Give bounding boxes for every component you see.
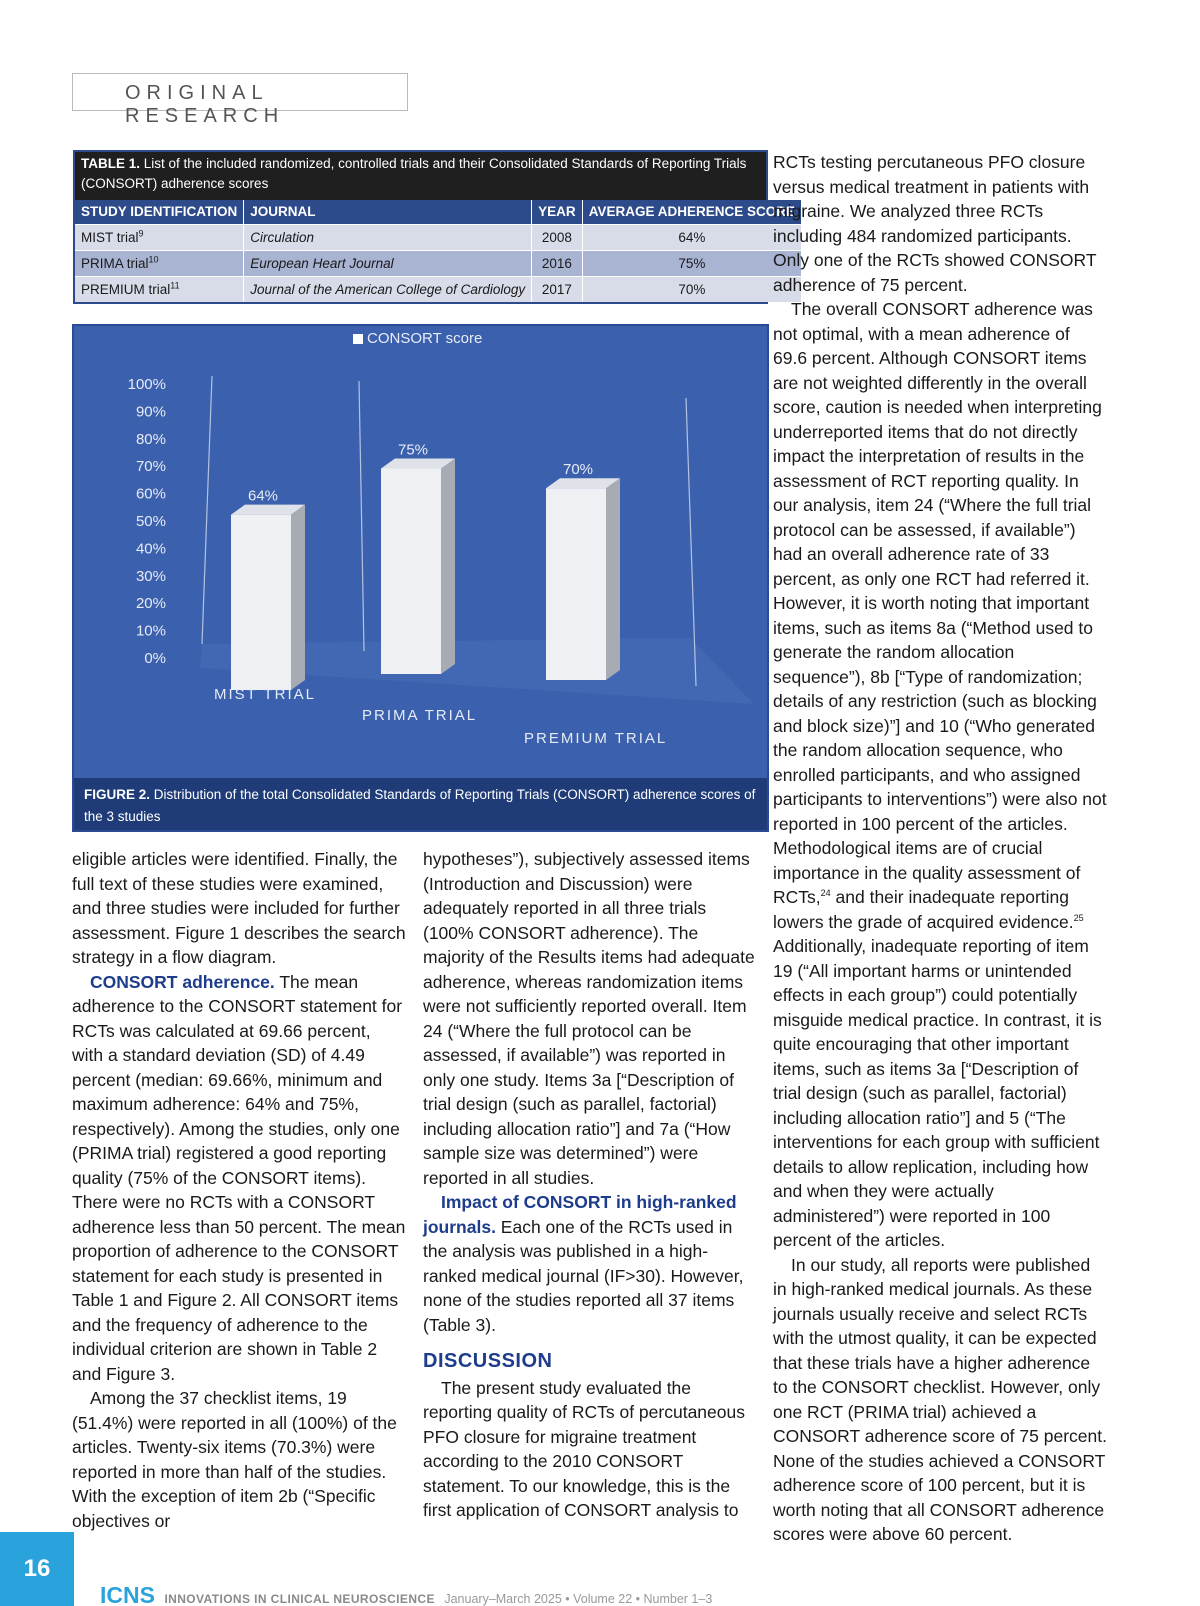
y-tick-label: 30% — [135, 567, 166, 585]
x-category-label: MIST TRIAL — [214, 686, 316, 703]
header-journal: JOURNAL — [244, 200, 532, 224]
cell-journal: European Heart Journal — [244, 250, 532, 276]
bar — [381, 459, 455, 675]
bar — [546, 478, 620, 680]
section-label — [72, 73, 408, 127]
x-category-label: PREMIUM TRIAL — [524, 730, 668, 747]
y-tick-label: 0% — [144, 650, 166, 667]
text-column-2 — [423, 847, 757, 1523]
journal-logo: ICNS — [100, 1582, 155, 1606]
ref-24: 24 — [820, 888, 831, 899]
cell-score: 75% — [582, 250, 801, 276]
journal-name: INNOVATIONS IN CLINICAL NEUROSCIENCE — [164, 1592, 435, 1606]
bar-value-label: 70% — [562, 461, 594, 479]
table-1 — [73, 150, 795, 304]
figure-2-caption — [74, 778, 769, 832]
cell-study: PRIMA trial$^{10}$ — [75, 250, 244, 276]
bar-side — [291, 505, 305, 690]
text-column-3 — [773, 150, 1107, 1547]
paragraph: Impact of CONSORT in high-ranked journals. Each one of the RCTs used in the analysis was published in a high-ranked medical journal (IF>30). However, none of the studies reported all 37 items (Table 3). — [423, 1192, 744, 1335]
bar-value-label: 75% — [397, 441, 429, 459]
paragraph: eligible articles were identified. Finally, the full text of these studies were examined, and three studies were included for further assessment. Figure 1 describes the search strategy in a flow diagram. — [72, 849, 406, 967]
header-study: STUDY IDENTIFICATION — [75, 200, 244, 224]
table-1-caption — [75, 152, 766, 200]
subheading-consort-adherence: CONSORT adherence. — [90, 971, 275, 992]
header-score: AVERAGE ADHERENCE SCORE — [582, 200, 801, 224]
footer — [100, 1582, 712, 1606]
y-tick-label: 100% — [127, 376, 166, 393]
paragraph: In our study, all reports were published in high-ranked medical journals. As these journals usually receive and select RCTs with the utmost quality, it can be expected that these trials have a higher adherence to the CONSORT checklist. However, only one RCT (PRIMA trial) achieved a CONSORT adherence score of 75 percent. None of the studies achieved a CONSORT adherence score of 100 percent, but it is worth noting that all CONSORT adherence scores were above 60 percent. — [773, 1254, 1107, 1544]
cell-year: 2016 — [532, 250, 583, 276]
text-column-1 — [72, 847, 406, 1533]
y-tick-label: 70% — [135, 458, 166, 476]
bar-chart — [74, 326, 769, 778]
bar-value-label: 64% — [247, 487, 279, 505]
paragraph: The present study evaluated the reporting quality of RCTs of percutaneous PFO closure for migraine treatment according to the 2010 CONSORT statement. To our knowledge, this is the first application of CONSORT analysis to — [423, 1377, 745, 1520]
table-1-caption-label: TABLE 1. — [81, 156, 141, 171]
paragraph: hypotheses”), subjectively assessed items (Introduction and Discussion) were adequately reported in all three trials (100% CONSORT adherence). The majority of the Results items had adequate adherence, whereas randomization items were not sufficiently reported overall. Item 24 (“Where the full protocol can be assessed, if available”) was reported in only one study. Items 3a [“Description of trial design (such as parallel, factorial) including allocation ratio”] and 7a (“How sample size was determined”) were reported in all studies. — [423, 849, 755, 1188]
table-1-grid — [75, 200, 802, 302]
y-tick-label: 90% — [135, 403, 166, 421]
paragraph: CONSORT adherence. The mean adherence to the CONSORT statement for RCTs was calculated at 69.66 percent, with a standard deviation (SD) of 4.49 percent (median: 69.66%, minimum and maximum adherence: 64% and 75%, respectively). Among the studies, only one (PRIMA trial) registered a good reporting quality (75% of the CONSORT items). There were no RCTs with a CONSORT adherence less than 50 percent. The mean proportion of adherence to the CONSORT statement for each study is presented in Table 1 and Figure 2. All CONSORT items and the frequency of adherence to the individual criterion are shown in Table 2 and Figure 3. — [72, 971, 406, 1384]
cell-year: 2008 — [532, 224, 583, 250]
cell-score: 64% — [582, 224, 801, 250]
chart-legend — [353, 330, 482, 347]
bar-front — [381, 469, 441, 675]
table-row — [75, 276, 801, 302]
y-tick-label: 50% — [135, 513, 166, 530]
section-label-text: ORIGINAL RESEARCH — [125, 82, 285, 127]
y-tick-label: 60% — [135, 485, 166, 503]
table-1-caption-text: List of the included randomized, controlled trials and their Consolidated Standards of Reporting Trials (CONSORT) adherence scores — [81, 156, 747, 191]
ref-25: 25 — [1073, 912, 1084, 923]
y-tick-label: 40% — [135, 540, 166, 558]
cell-score: 70% — [582, 276, 801, 302]
section-heading-discussion: DISCUSSION — [423, 1350, 553, 1372]
figure-2-caption-text: Distribution of the total Consolidated Standards of Reporting Trials (CONSORT) adherence scores of the 3 studies — [84, 787, 756, 824]
table-row — [75, 250, 801, 276]
legend-swatch — [353, 334, 363, 344]
cell-study: MIST trial$^9$ — [75, 224, 244, 250]
x-category-label: PRIMA TRIAL — [362, 707, 478, 724]
issue-info: January–March 2025 • Volume 22 • Number 1–3 — [444, 1592, 713, 1606]
cell-year: 2017 — [532, 276, 583, 302]
paragraph: The overall CONSORT adherence was not optimal, with a mean adherence of 69.6 percent. Although CONSORT items are not weighted differently in the overall score, caution is needed when interpreting underreported items that do not directly impact the interpretation of results in the assessment of RCT reporting quality. In our analysis, item 24 (“Where the full trial protocol can be assessed, if available”) had an overall adherence rate of 33 percent, as only one RCT had referred it. However, it is worth noting that important items, such as items 8a (“Method used to generate the random allocation sequence”), 8b [“Type of randomization; details of any restriction (such as blocking and block size)”] and 10 (“Who generated the random allocation sequence, who enrolled participants, and who assigned participants to interventions”) were also not reported in 100 percent of the articles. Methodological items are of crucial importance in the quality assessment of RCTs,$^{24}$ and their inadequate reporting lowers the grade of acquired evidence.$^{25}$ Additionally, inadequate reporting of item 19 (“All important harms or unintended effects in each group”) could potentially misguide medical practice. In contrast, it is quite encouraging that other important items, such as items 3a [“Description of trial design (such as parallel, factorial) including allocation ratio”] and 5 (“The interventions for each group with sufficient details to allow replication, including how and when they were actually administered”) were reported in 100 percent of the articles. — [773, 299, 1107, 1250]
header-year: YEAR — [532, 200, 583, 224]
page-number: 16 — [0, 1532, 74, 1606]
table-row — [75, 224, 801, 250]
cell-journal: Circulation — [244, 224, 532, 250]
paragraph: Among the 37 checklist items, 19 (51.4%) were reported in all (100%) of the articles. Twenty-six items (70.3%) were reported in more than half of the studies. With the exception of item 2b (“Specific objectives or — [72, 1388, 397, 1531]
y-tick-label: 20% — [135, 595, 166, 613]
bar-side — [606, 478, 620, 680]
subheading-impact-consort: Impact of CONSORT in high-ranked journals. — [423, 1192, 737, 1237]
chart-divider — [202, 376, 212, 644]
legend-label: CONSORT score — [367, 330, 483, 347]
bar-front — [546, 488, 606, 680]
figure-2-caption-label: FIGURE 2. — [84, 787, 151, 802]
table-header-row — [75, 200, 801, 224]
figure-2 — [72, 324, 769, 832]
y-tick-label: 80% — [135, 430, 166, 448]
paragraph: RCTs testing percutaneous PFO closure versus medical treatment in patients with migraine. We analyzed three RCTs including 484 randomized participants. Only one of the RCTs showed CONSORT adherence of 75 percent. — [773, 152, 1097, 295]
bar-front — [231, 515, 291, 690]
cell-study: PREMIUM trial$^{11}$ — [75, 276, 244, 302]
cell-journal: Journal of the American College of Cardiology — [244, 276, 532, 302]
y-tick-label: 10% — [135, 622, 166, 640]
bar — [231, 505, 305, 690]
chart-divider — [359, 381, 364, 651]
bar-side — [441, 459, 455, 675]
